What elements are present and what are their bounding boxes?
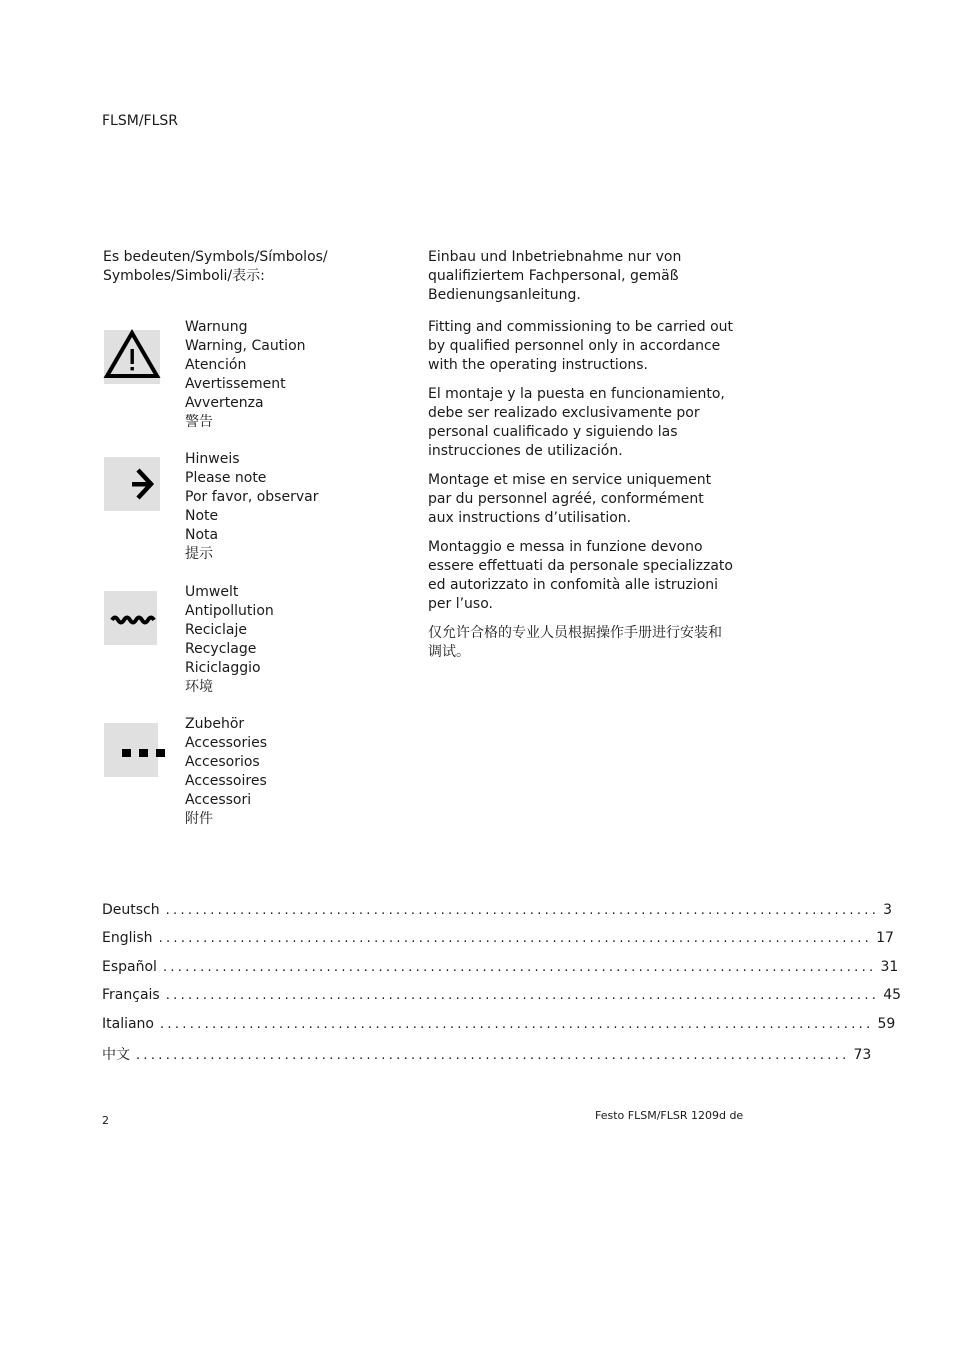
toc-language[interactable]: English bbox=[102, 930, 153, 947]
symbol-labels bbox=[185, 715, 267, 829]
toc-entry[interactable] bbox=[102, 902, 893, 930]
toc-entry[interactable] bbox=[102, 930, 894, 958]
toc-leader-dots: ................................................................................................ bbox=[162, 959, 877, 975]
symbol-label: Riciclaggio bbox=[185, 660, 261, 676]
toc-page-number: 59 bbox=[877, 1015, 896, 1032]
toc-page-number: 3 bbox=[883, 902, 893, 918]
symbol-label: Avvertenza bbox=[185, 395, 264, 411]
toc-page-number: 45 bbox=[883, 987, 902, 1004]
symbol-label: Note bbox=[185, 508, 219, 524]
symbol-labels bbox=[185, 450, 318, 564]
symbol-labels bbox=[185, 318, 306, 432]
toc-entry[interactable] bbox=[102, 958, 899, 987]
three-squares-icon bbox=[104, 723, 158, 777]
arrow-right-icon bbox=[104, 457, 160, 511]
toc-leader-dots: ................................................................................................ bbox=[165, 988, 880, 1004]
symbols-heading-line: Es bedeuten/Symbols/Símbolos/ bbox=[103, 249, 328, 265]
symbol-label: Nota bbox=[185, 527, 219, 543]
instruction-paragraph: El montaje y la puesta en funcionamiento, debe ser realizado exclusivamente por personal cualificado y siguiendo las instrucciones de utilización. bbox=[428, 386, 725, 459]
symbol-label: Avertissement bbox=[185, 376, 286, 392]
symbol-label: Accessories bbox=[185, 735, 268, 751]
toc-entry[interactable] bbox=[102, 1015, 896, 1044]
symbol-label: Accesorios bbox=[185, 754, 260, 770]
symbol-label: 提示 bbox=[185, 546, 213, 562]
instruction-paragraph: Montage et mise en service uniquement par du personnel agréé, conformément aux instructions d’utilisation. bbox=[428, 472, 712, 526]
symbol-labels bbox=[185, 583, 274, 697]
symbol-label: 警告 bbox=[185, 414, 213, 430]
symbol-label: Please note bbox=[185, 470, 267, 486]
table-of-contents bbox=[102, 902, 902, 1072]
toc-leader-dots: ................................................................................................ bbox=[136, 1047, 850, 1063]
toc-entry[interactable] bbox=[102, 987, 902, 1015]
symbols-heading bbox=[103, 248, 363, 286]
toc-language[interactable]: 中文 bbox=[102, 1046, 130, 1063]
symbol-label: Por favor, observar bbox=[185, 489, 319, 505]
symbol-label: 附件 bbox=[185, 811, 213, 827]
symbol-label: Zubehör bbox=[185, 716, 245, 732]
symbol-label: Accessoires bbox=[185, 773, 267, 789]
symbol-label: Recyclage bbox=[185, 641, 257, 657]
toc-language[interactable]: Español bbox=[102, 958, 157, 975]
toc-page-number: 73 bbox=[853, 1046, 872, 1063]
symbol-label: Reciclaje bbox=[185, 622, 247, 638]
instruction-paragraph: 仅允许合格的专业人员根据操作手册进行安装和调试。 bbox=[428, 625, 722, 660]
toc-leader-dots: ................................................................................................ bbox=[165, 903, 880, 918]
toc-entry[interactable] bbox=[102, 1044, 872, 1072]
toc-page-number: 31 bbox=[880, 958, 899, 975]
symbol-label: Atención bbox=[185, 357, 247, 373]
toc-language[interactable]: Deutsch bbox=[102, 902, 160, 918]
symbol-label: Warnung bbox=[185, 319, 248, 335]
symbol-label: 环境 bbox=[185, 679, 213, 695]
toc-leader-dots: ................................................................................................ bbox=[160, 1016, 874, 1032]
symbol-label: Hinweis bbox=[185, 451, 240, 467]
symbols-heading-line: Symboles/Simboli/表示: bbox=[103, 268, 265, 284]
symbol-label: Umwelt bbox=[185, 584, 239, 600]
toc-leader-dots: ................................................................................................ bbox=[158, 931, 873, 947]
symbol-label: Warning, Caution bbox=[185, 338, 306, 354]
symbol-label: Accessori bbox=[185, 792, 252, 808]
toc-language[interactable]: Italiano bbox=[102, 1015, 154, 1032]
symbol-label: Antipollution bbox=[185, 603, 274, 619]
wave-icon bbox=[104, 591, 157, 645]
instruction-paragraph: Einbau und Inbetriebnahme nur von qualifiziertem Fachpersonal, gemäß Bedienungsanleitung. bbox=[428, 249, 682, 303]
warning-triangle-icon bbox=[104, 330, 160, 384]
safety-instructions bbox=[428, 248, 733, 672]
instruction-paragraph: Fitting and commissioning to be carried out by qualified personnel only in accordance with the operating instructions. bbox=[428, 319, 733, 373]
document-title: FLSM/FLSR bbox=[102, 113, 179, 129]
page-number: 2 bbox=[102, 1114, 109, 1127]
footer-document-id: Festo FLSM/FLSR 1209d de bbox=[595, 1109, 744, 1122]
instruction-paragraph: Montaggio e messa in funzione devono essere effettuati da personale specializzato ed autorizzato in confomità alle istruzioni per l’uso. bbox=[428, 539, 733, 612]
toc-page-number: 17 bbox=[876, 930, 894, 947]
toc-language[interactable]: Français bbox=[102, 987, 160, 1004]
